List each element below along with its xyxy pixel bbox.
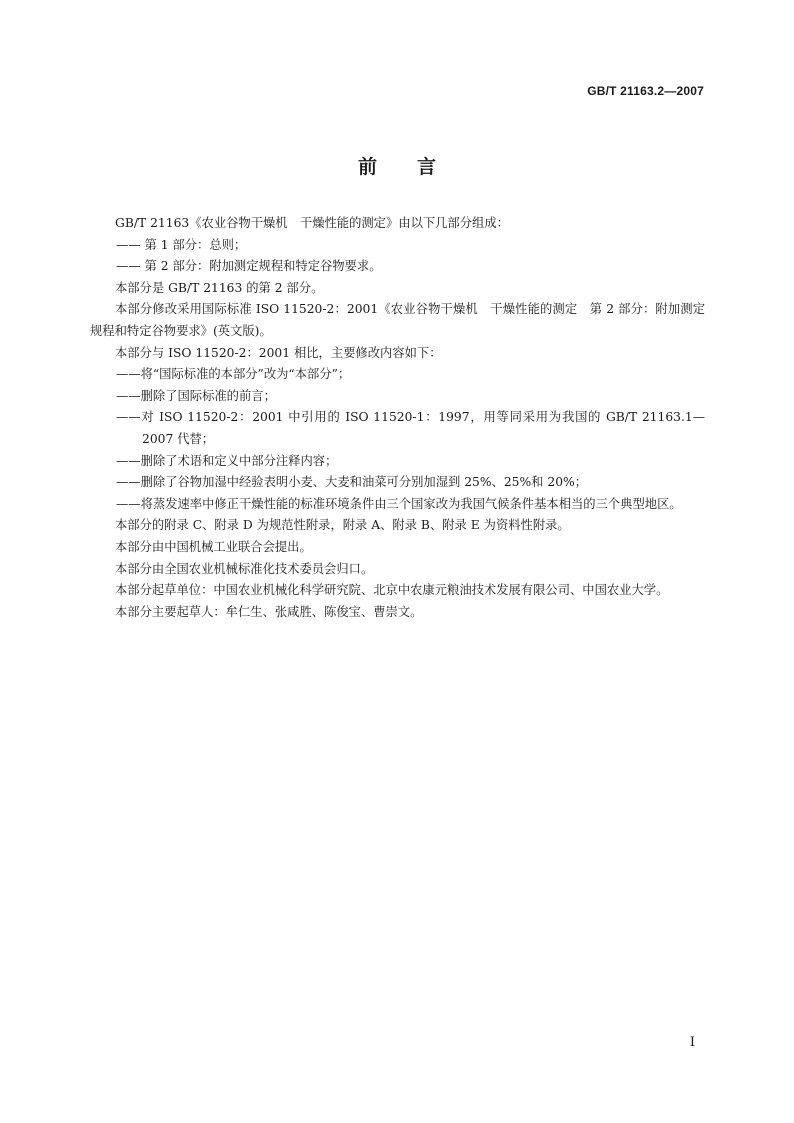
page-number: I <box>689 1035 695 1050</box>
foreword-body <box>90 213 705 623</box>
paragraph: 本部分修改采用国际标准 ISO 11520-2：2001《农业谷物干燥机 干燥性能的测定 第 2 部分：附加测定规程和特定谷物要求》(英文版)。 <box>90 302 705 338</box>
list-item: —— 第 2 部分：附加测定规程和特定谷物要求。 <box>116 259 382 274</box>
paragraph: 本部分起草单位：中国农业机械化科学研究院、北京中农康元粮油技术发展有限公司、中国农业大学。 <box>115 583 669 598</box>
document-code: GB/T 21163.2—2007 <box>587 84 704 98</box>
list-item: ——将蒸发速率中修正干燥性能的标准环境条件由三个国家改为我国气候条件基本相当的三个典型地区。 <box>116 496 682 511</box>
list-item: ——删除了谷物加湿中经验表明小麦、大麦和油菜可分别加湿到 25%、25%和 20%； <box>116 475 588 490</box>
page-title: 前言 <box>357 156 476 178</box>
paragraph: 本部分的附录 C、附录 D 为规范性附录，附录 A、附录 B、附录 E 为资料性附录。 <box>115 518 570 533</box>
paragraph: 本部分主要起草人：牟仁生、张咸胜、陈俊宝、曹崇文。 <box>115 604 423 619</box>
list-item: ——删除了术语和定义中部分注释内容； <box>116 453 338 468</box>
list-item: ——删除了国际标准的前言； <box>116 388 276 403</box>
paragraph: 本部分由全国农业机械标准化技术委员会归口。 <box>115 561 374 576</box>
list-item: —— 第 1 部分：总则； <box>116 237 247 252</box>
paragraph: 本部分由中国机械工业联合会提出。 <box>115 539 312 554</box>
list-item: ——对 ISO 11520-2：2001 中引用的 ISO 11520-1：1997，用等同采用为我国的 GB/T 21163.1—2007 代替； <box>116 410 705 446</box>
paragraph: 本部分是 GB/T 21163 的第 2 部分。 <box>115 280 324 295</box>
paragraph: GB/T 21163《农业谷物干燥机 干燥性能的测定》由以下几部分组成： <box>115 216 509 230</box>
list-item: ——将“国际标准的本部分”改为“本部分”； <box>116 367 351 382</box>
paragraph: 本部分与 ISO 11520-2：2001 相比，主要修改内容如下： <box>115 345 442 360</box>
